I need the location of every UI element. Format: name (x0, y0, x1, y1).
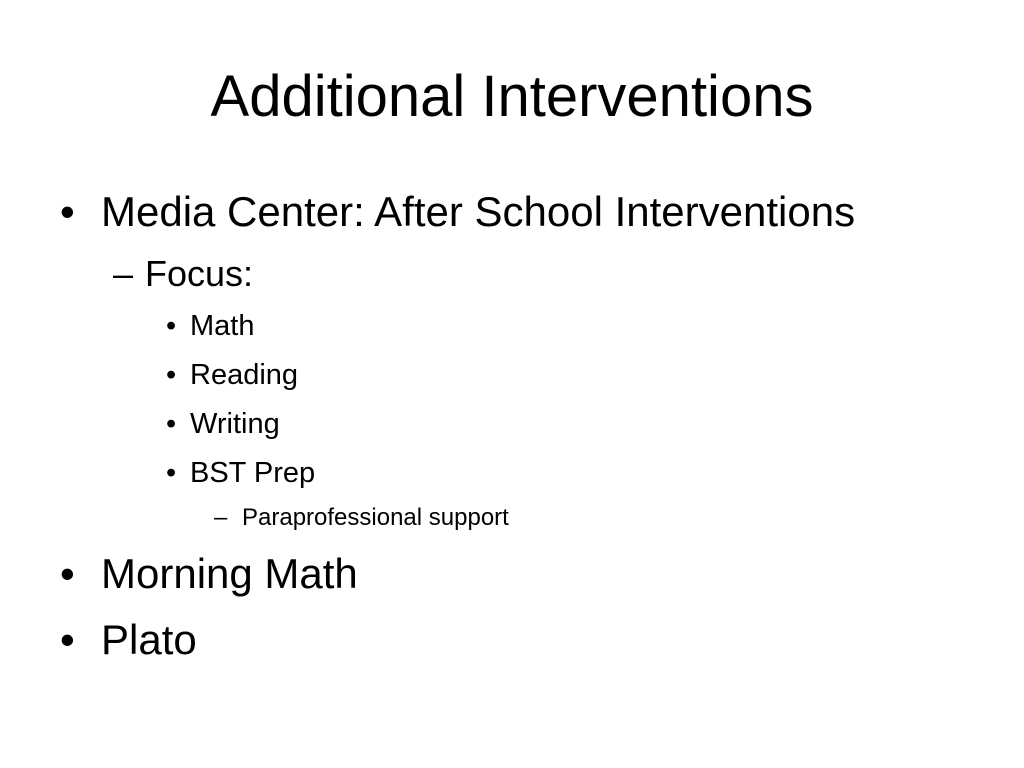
bullet-icon: • (166, 359, 177, 391)
list-item-plato (60, 614, 197, 666)
list-item-text: Reading (190, 359, 299, 391)
list-item-bst-prep (166, 455, 315, 491)
bullet-icon: • (166, 310, 177, 342)
dash-icon: – (113, 253, 134, 294)
list-item-text: Morning Math (101, 550, 358, 597)
bullet-icon: • (60, 616, 75, 663)
bullet-icon: • (166, 457, 177, 489)
bullet-icon: • (60, 188, 75, 235)
list-item-text: Focus: (145, 253, 254, 294)
list-item-writing (166, 406, 280, 442)
list-item-reading (166, 357, 298, 393)
list-item-media-center (60, 186, 855, 238)
list-item-morning-math (60, 548, 358, 600)
list-item-math (166, 308, 254, 344)
bullet-icon: • (60, 550, 75, 597)
slide-title: Additional Interventions (210, 64, 814, 129)
dash-icon: – (214, 504, 228, 531)
list-item-paraprofessional (214, 503, 509, 533)
list-item-focus (113, 252, 253, 296)
bullet-icon: • (166, 408, 177, 440)
list-item-text: Writing (190, 408, 280, 440)
list-item-text: Media Center: After School Interventions (101, 188, 856, 235)
list-item-text: Plato (101, 616, 197, 663)
list-item-text: Paraprofessional support (242, 504, 509, 531)
list-item-text: BST Prep (190, 457, 316, 489)
list-item-text: Math (190, 310, 255, 342)
